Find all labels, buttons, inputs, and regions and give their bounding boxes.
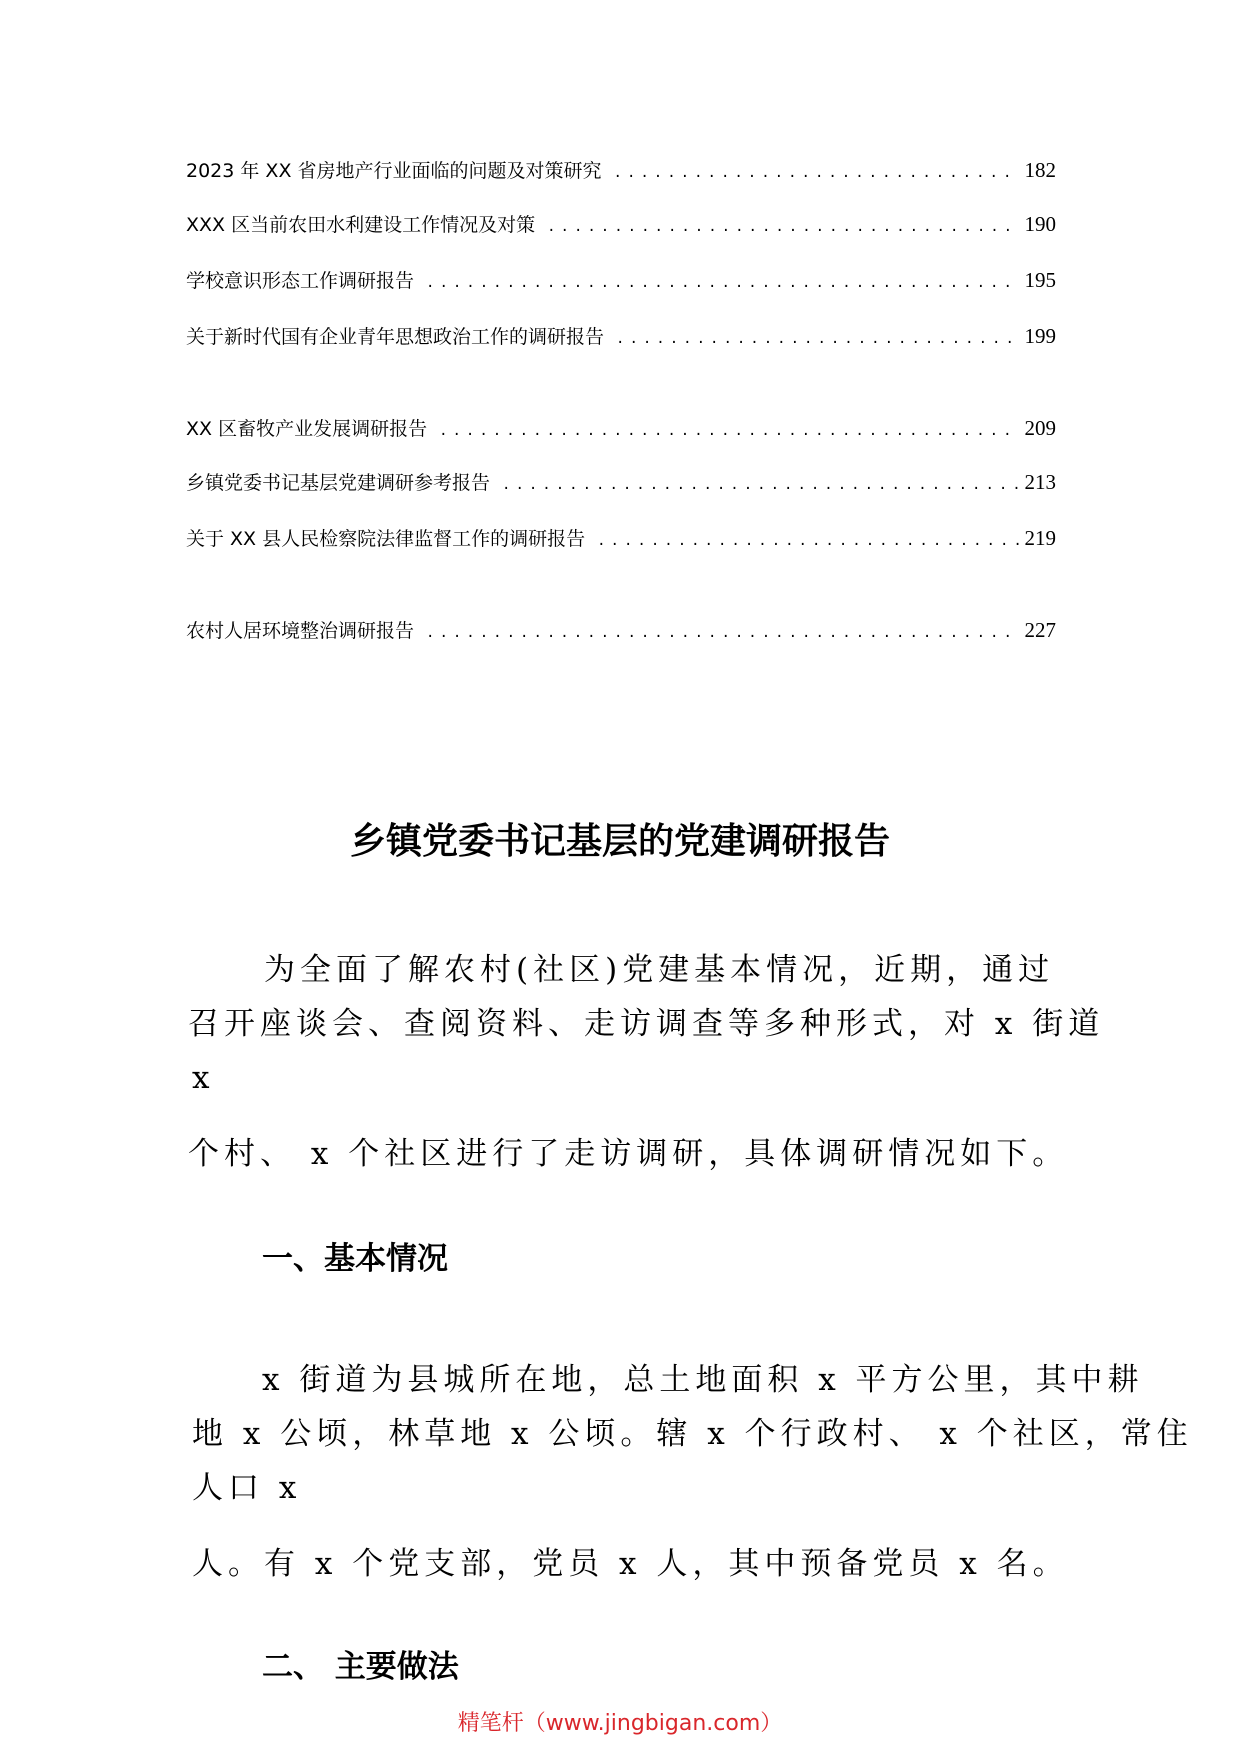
toc-entry-page: 199 (1024, 324, 1056, 348)
toc-entry-title: 学校意识形态工作调研报告 (186, 270, 415, 292)
toc-entry[interactable] (186, 415, 1056, 444)
toc-entry[interactable] (186, 323, 1056, 352)
toc-entry[interactable] (186, 267, 1056, 296)
toc-leader-dots (502, 472, 1018, 498)
toc-leader-dots (426, 270, 1018, 296)
toc-entry-page: 190 (1024, 212, 1056, 236)
toc-leader-dots (597, 528, 1018, 554)
toc-leader-dots (547, 214, 1018, 240)
toc-entry-page: 219 (1024, 526, 1056, 550)
toc-leader-dots (616, 326, 1018, 352)
toc-entry-page: 182 (1024, 158, 1056, 182)
toc-entry-page: 195 (1024, 268, 1056, 292)
section-heading: 二、 主要做法 (262, 1649, 459, 1685)
section-line: x 街道为县城所在地，总土地面积 x 平方公里，其中耕 (262, 1362, 1144, 1398)
toc-entry-title: 乡镇党委书记基层党建调研参考报告 (186, 472, 491, 494)
section-line: 人。有 x 个党支部，党员 x 人，其中预备党员 x 名。 (192, 1546, 1069, 1582)
toc-entry-title: 2023 年 XX 省房地产行业面临的问题及对策研究 (186, 160, 602, 182)
toc-entry-title: XX 区畜牧产业发展调研报告 (186, 418, 428, 440)
intro-line: 为全面了解农村(社区)党建基本情况，近期，通过 (264, 952, 1055, 988)
footer-watermark-link[interactable]: 精笔杆（www.jingbigan.com） (457, 1711, 783, 1736)
toc-entry-title: 关于 XX 县人民检察院法律监督工作的调研报告 (186, 528, 586, 550)
toc-entry-title: XXX 区当前农田水利建设工作情况及对策 (186, 214, 536, 236)
section-line: 人口 x (192, 1470, 302, 1506)
section-heading: 一、基本情况 (262, 1241, 448, 1277)
toc-entry[interactable] (186, 157, 1056, 186)
toc-entry[interactable] (186, 617, 1056, 646)
toc-entry-page: 209 (1024, 416, 1056, 440)
toc-entry-page: 213 (1024, 470, 1056, 494)
toc-leader-dots (426, 620, 1018, 646)
toc-entry[interactable] (186, 211, 1056, 240)
toc-entry[interactable] (186, 525, 1056, 554)
toc-entry-title: 农村人居环境整治调研报告 (186, 620, 415, 642)
toc-leader-dots (439, 418, 1018, 444)
intro-line: x (192, 1060, 215, 1096)
intro-line: 个村、 x 个社区进行了走访调研，具体调研情况如下。 (188, 1136, 1069, 1172)
document-title: 乡镇党委书记基层的党建调研报告 (349, 821, 890, 862)
toc-entry[interactable] (186, 469, 1056, 498)
toc-entry-page: 227 (1024, 618, 1056, 642)
intro-line: 召开座谈会、查阅资料、走访调查等多种形式，对 x 街道 (188, 1006, 1105, 1042)
toc-leader-dots (614, 160, 1019, 186)
section-line: 地 x 公顷，林草地 x 公顷。辖 x 个行政村、 x 个社区，常住 (192, 1416, 1193, 1452)
toc-entry-title: 关于新时代国有企业青年思想政治工作的调研报告 (186, 326, 605, 348)
